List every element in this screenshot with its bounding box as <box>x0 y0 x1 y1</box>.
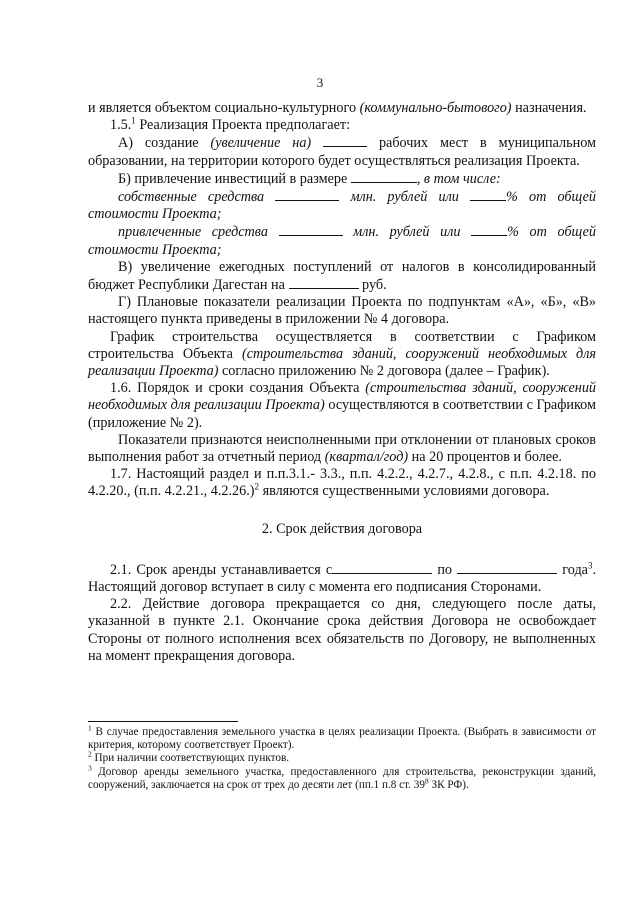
text-run: и является объектом социально-культурного <box>88 100 360 116</box>
clause-1-6 <box>88 380 596 432</box>
italic-run: , в том числе: <box>416 170 501 187</box>
footnote-text: В случае предоставления земельного участка в целях реализации Проекта. (Выбрать в зависимости от критерия, которому соответствует Проект). <box>88 726 596 752</box>
footnote-1 <box>88 723 596 752</box>
subclause-b <box>88 170 596 188</box>
clause-2-2: 2.2. Действие договора прекращается со дня, следующего после даты, указанной в пункте 2.1. Окончание срока действия Договора не освобождает Стороны от полного исполнения всех обязательств по Договору, не выполненных на момент прекращения договора. <box>88 596 596 664</box>
footnote-text: Договор аренды земельного участка, предоставленного для строительства, реконструкции зданий, сооружений, заключается на срок от трех до десяти лет (пп.1 п.8 ст. 39 <box>88 765 596 791</box>
text-run: 2.1. Срок аренды устанавливается с <box>110 561 333 578</box>
text-run: млн. рублей или <box>342 224 472 241</box>
text-run: на 20 процентов и более. <box>408 449 562 466</box>
italic-run: (строительства зданий, сооружений необходимых для реализации Проекта) <box>88 380 597 414</box>
text-run: являются существенными условиями договора. <box>259 483 550 500</box>
text-run: Показатели признаются неисполненными при отклонении от плановых сроков выполнения работ за отчетный период <box>88 431 596 466</box>
text-run: осуществляются в соответствии с Графиком (приложение № 2). <box>88 397 596 431</box>
italic-run: (увеличение на) <box>210 135 312 152</box>
footnote-number: 2 <box>88 749 92 759</box>
footnote-ref: 2 <box>254 481 260 492</box>
text-run: привлеченные средства <box>118 224 279 241</box>
text-run: Б) привлечение инвестиций в размере <box>118 170 351 187</box>
subclause-a <box>88 134 596 169</box>
text-run: по <box>432 561 458 578</box>
own-funds-line <box>88 188 596 223</box>
footnote-text: ЗК РФ). <box>428 778 469 791</box>
text-run: А) создание <box>118 135 211 152</box>
article-superscript: 8 <box>424 776 429 786</box>
text-run: рабочих мест в муниципальном образовании, на территории которого будет осуществляться реализация Проекта. <box>88 135 596 169</box>
italic-run: (строительства зданий, сооружений необходимых для реализации Проекта) <box>88 345 596 380</box>
text-run: согласно приложению № 2 договора (далее – График). <box>218 363 550 380</box>
footnote-divider <box>88 721 238 722</box>
blank-field <box>332 561 432 574</box>
footnotes <box>88 723 596 792</box>
clause-2-1 <box>88 561 596 596</box>
clause-1-5 <box>88 117 596 134</box>
text-run: . Настоящий договор вступает в силу с момента его подписания Сторонами. <box>88 561 597 596</box>
blank-field <box>323 134 367 147</box>
italic-run: (коммунально-бытового) <box>359 100 512 116</box>
footnote-text: При наличии соответствующих пунктов. <box>91 752 290 765</box>
footnote-number: 1 <box>88 723 92 733</box>
document-body <box>88 100 596 665</box>
blank-field <box>457 561 557 574</box>
text-run: В) увеличение ежегодных поступлений от налогов в консолидированный бюджет Республики Дагестан на <box>88 258 596 294</box>
text-run: руб. <box>358 277 387 294</box>
blank-field <box>289 276 359 289</box>
footnote-number: 3 <box>88 762 92 772</box>
schedule-paragraph <box>88 329 596 381</box>
paragraph-object-purpose <box>88 100 596 117</box>
text-run: млн. рублей или <box>339 189 471 206</box>
indicators-paragraph <box>88 432 596 466</box>
text-run: года <box>557 561 588 578</box>
blank-field <box>279 223 343 236</box>
text-run: Реализация Проекта предполагает: <box>135 117 351 134</box>
footnote-2 <box>88 749 596 765</box>
text-run: % от общей стоимости Проекта; <box>88 189 596 223</box>
page-number: 3 <box>316 75 324 90</box>
blank-field <box>275 188 339 201</box>
section-2-title: 2. Срок действия договора <box>261 520 423 537</box>
footnote-3 <box>88 762 596 792</box>
blank-field <box>351 170 417 183</box>
clause-1-7 <box>88 466 596 500</box>
text-run: 1.7. Настоящий раздел и п.п.3.1.- 3.3., п.п. 4.2.2., 4.2.7., 4.2.8., с п.п. 4.2.18. по 4.2.20., (п.п. 4.2.21., 4.2.26.) <box>88 466 596 500</box>
subclause-v <box>88 259 596 294</box>
text-run: собственные средства <box>118 189 276 206</box>
blank-field <box>470 188 506 201</box>
text-run: График строительства осуществляется в соответствии с Графиком строительства Объекта <box>88 328 596 362</box>
blank-field <box>471 223 507 236</box>
text-run: 1.6. Порядок и сроки создания Объекта <box>110 380 366 397</box>
footnote-ref: 1 <box>131 115 136 126</box>
italic-run: (квартал/год) <box>324 449 409 466</box>
clause-number: 1.5. <box>110 117 132 134</box>
footnote-ref: 3 <box>587 560 593 571</box>
text-run: % от общей стоимости Проекта; <box>88 224 596 258</box>
subclause-g: Г) Плановые показатели реализации Проекта по подпунктам «А», «Б», «В» настоящего пункта приведены в приложении № 4 договора. <box>88 294 596 328</box>
borrowed-funds-line <box>88 223 596 258</box>
text-run: назначения. <box>511 100 587 116</box>
